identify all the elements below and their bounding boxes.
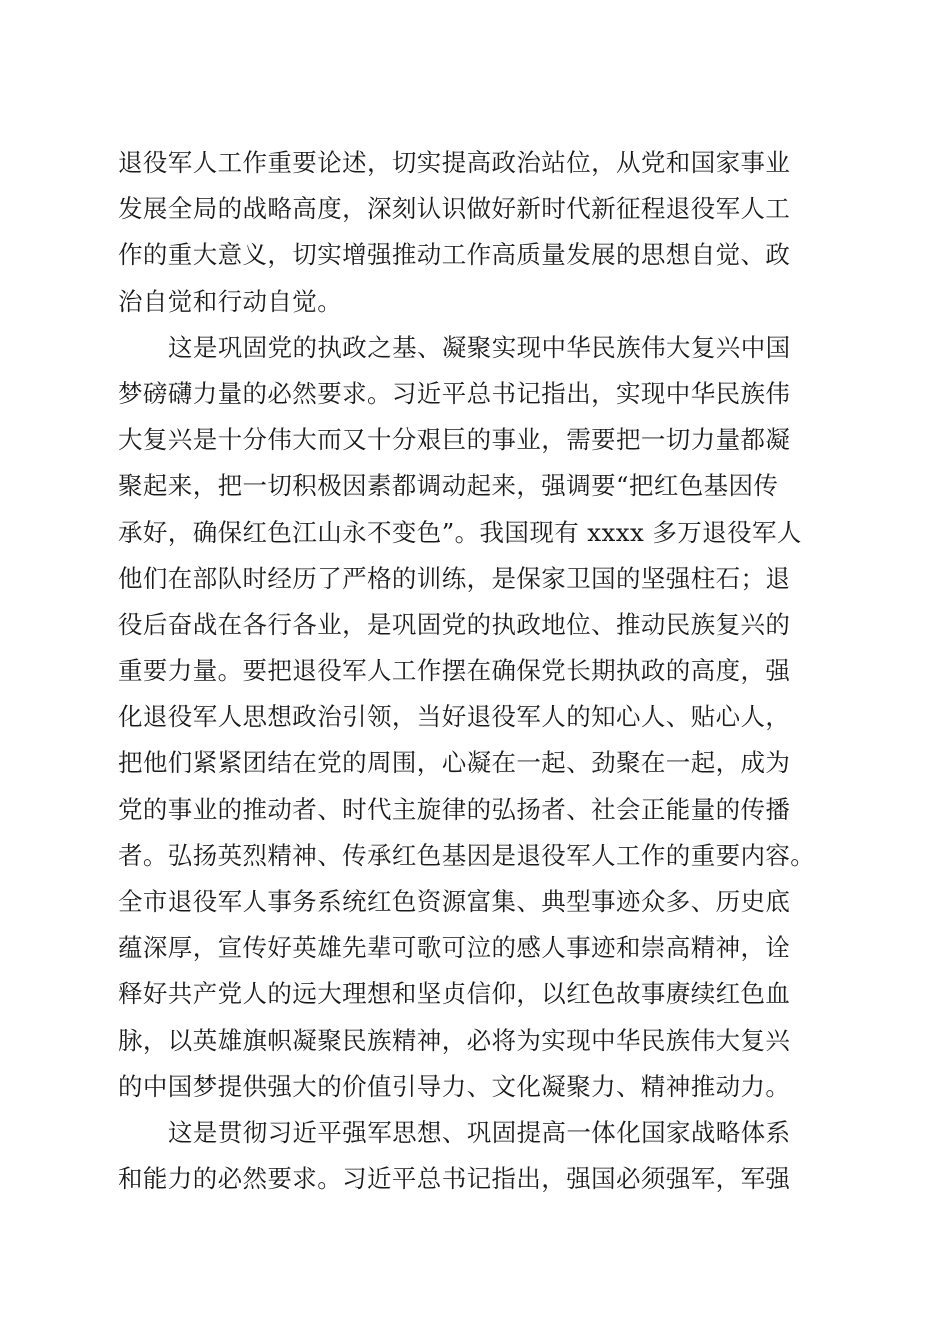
text-line: 全市退役军人事务系统红色资源富集、典型事迹众多、历史底: [118, 887, 791, 916]
body-text: [118, 140, 838, 1202]
text-line: 者。弘扬英烈精神、传承红色基因是退役军人工作的重要内容。: [118, 840, 816, 870]
text-line: 党的事业的推动者、时代主旋律的弘扬者、社会正能量的传播: [118, 794, 791, 824]
text-line: 承好，确保红色江山永不变色”。我国现有 xxxx 多万退役军人: [118, 517, 802, 547]
text-line: 化退役军人思想政治引领，当好退役军人的知心人、贴心人，: [118, 702, 791, 732]
text-line: 的中国梦提供强大的价值引导力、文化凝聚力、精神推动力。: [118, 1071, 791, 1101]
text-line: 作的重大意义，切实增强推动工作高质量发展的思想自觉、政: [118, 240, 791, 270]
text-line: 发展全局的战略高度，深刻认识做好新时代新征程退役军人工: [118, 194, 791, 224]
text-line: 退役军人工作重要论述，切实提高政治站位，从党和国家事业: [118, 148, 791, 177]
text-line: 梦磅礴力量的必然要求。习近平总书记指出，实现中华民族伟: [118, 378, 791, 408]
text-line: 大复兴是十分伟大而又十分艰巨的事业，需要把一切力量都凝: [118, 425, 791, 455]
text-line: 释好共产党人的远大理想和坚贞信仰，以红色故事赓续红色血: [118, 979, 791, 1009]
text-line: 他们在部队时经历了严格的训练，是保家卫国的坚强柱石；退: [118, 563, 791, 593]
paragraph-first-line: 这是贯彻习近平强军思想、巩固提高一体化国家战略体系: [168, 1117, 791, 1147]
text-line: 役后奋战在各行各业，是巩固党的执政地位、推动民族复兴的: [118, 609, 791, 639]
text-line: 把他们紧紧团结在党的周围，心凝在一起、劲聚在一起，成为: [118, 748, 791, 778]
text-line: 治自觉和行动自觉。: [118, 286, 343, 316]
text-line: 重要力量。要把退役军人工作摆在确保党长期执政的高度，强: [118, 656, 791, 686]
paragraph-first-line: 这是巩固党的执政之基、凝聚实现中华民族伟大复兴中国: [168, 332, 791, 362]
text-line: 蕴深厚，宣传好英雄先辈可歌可泣的感人事迹和崇高精神，诠: [118, 933, 791, 963]
text-line: 脉，以英雄旗帜凝聚民族精神，必将为实现中华民族伟大复兴: [118, 1025, 791, 1055]
text-line: 聚起来，把一切积极因素都调动起来，强调要“把红色基因传: [118, 471, 779, 501]
text-line: 和能力的必然要求。习近平总书记指出，强国必须强军，军强: [118, 1164, 791, 1194]
